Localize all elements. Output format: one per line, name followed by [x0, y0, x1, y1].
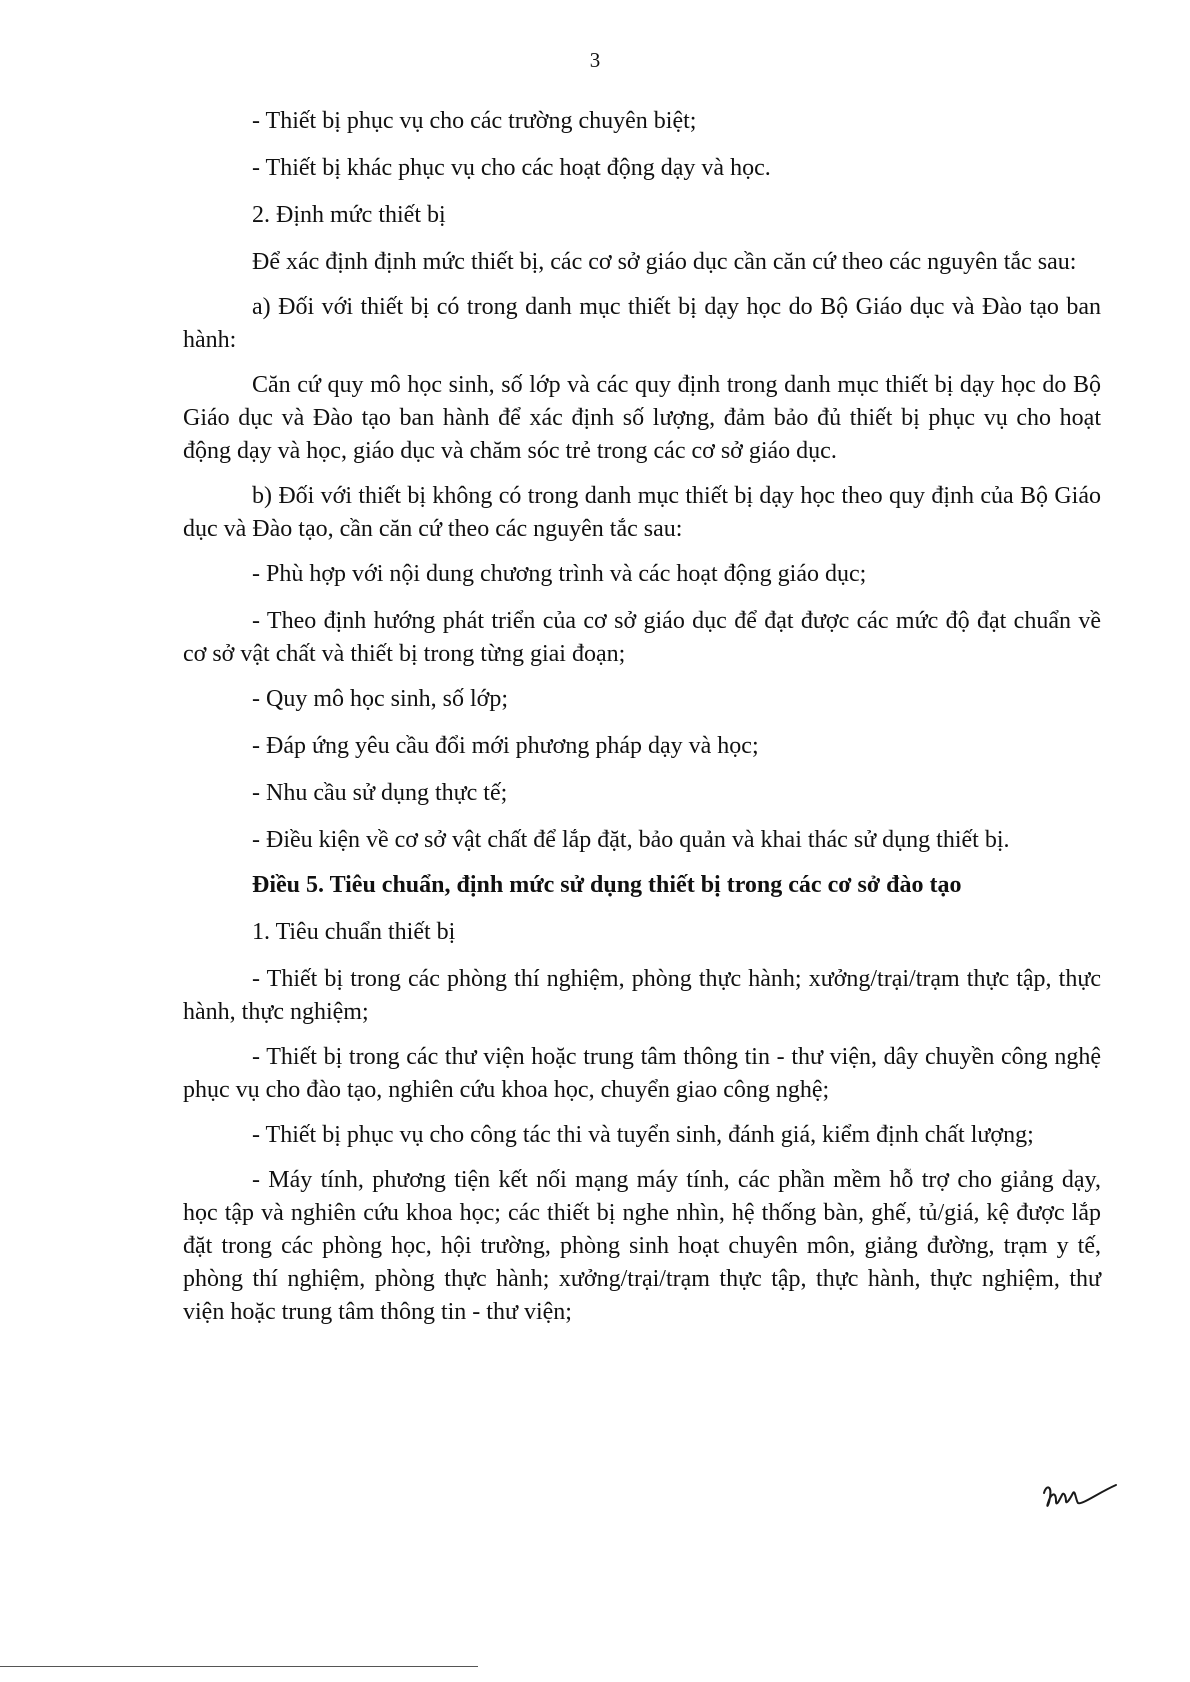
list-item: - Thiết bị phục vụ cho công tác thi và tuyển sinh, đánh giá, kiểm định chất lượng;: [252, 1122, 1034, 1148]
footer-divider: [0, 1666, 478, 1667]
document-body: [183, 105, 1101, 1343]
list-item: - Điều kiện về cơ sở vật chất để lắp đặt, bảo quản và khai thác sử dụng thiết bị.: [252, 827, 1010, 853]
paragraph: Để xác định định mức thiết bị, các cơ sở giáo dục cần căn cứ theo các nguyên tắc sau:: [252, 249, 1077, 275]
article-heading: Điều 5. Tiêu chuẩn, định mức sử dụng thiết bị trong các cơ sở đào tạo: [252, 872, 962, 898]
initial-signature: [1040, 1479, 1120, 1519]
list-item: - Đáp ứng yêu cầu đổi mới phương pháp dạy và học;: [252, 733, 759, 759]
paragraph: a) Đối với thiết bị có trong danh mục thiết bị dạy học do Bộ Giáo dục và Đào tạo ban hành:: [183, 294, 1101, 353]
list-item: - Máy tính, phương tiện kết nối mạng máy tính, các phần mềm hỗ trợ cho giảng dạy, học tập và nghiên cứu khoa học; các thiết bị nghe nhìn, hệ thống bàn, ghế, tủ/giá, kệ được lắp đặt trong các phòng học, hội trường, phòng sinh hoạt chuyên môn, giảng đường, trạm y tế, phòng thí nghiệm, phòng thực hành; xưởng/trại/trạm thực tập, thực hành, thực nghiệm, thư viện hoặc trung tâm thông tin - thư viện;: [183, 1167, 1101, 1325]
list-item: - Phù hợp với nội dung chương trình và các hoạt động giáo dục;: [252, 561, 867, 587]
list-item: - Theo định hướng phát triển của cơ sở giáo dục để đạt được các mức độ đạt chuẩn về cơ sở vật chất và thiết bị trong từng giai đoạn;: [183, 608, 1101, 667]
paragraph: - Thiết bị phục vụ cho các trường chuyên biệt;: [252, 108, 697, 134]
list-item: - Thiết bị trong các phòng thí nghiệm, phòng thực hành; xưởng/trại/trạm thực tập, thực hành, thực nghiệm;: [183, 966, 1101, 1025]
paragraph: - Thiết bị khác phục vụ cho các hoạt động dạy và học.: [252, 155, 771, 181]
paragraph: b) Đối với thiết bị không có trong danh mục thiết bị dạy học theo quy định của Bộ Giáo dục và Đào tạo, cần căn cứ theo các nguyên tắc sau:: [183, 483, 1101, 542]
list-item: - Quy mô học sinh, số lớp;: [252, 686, 509, 712]
page-number: 3: [589, 48, 601, 72]
section-subheading: 1. Tiêu chuẩn thiết bị: [252, 919, 456, 945]
list-item: - Thiết bị trong các thư viện hoặc trung tâm thông tin - thư viện, dây chuyền công nghệ phục vụ cho đào tạo, nghiên cứu khoa học, chuyển giao công nghệ;: [183, 1044, 1101, 1103]
list-item: - Nhu cầu sử dụng thực tế;: [252, 780, 508, 806]
section-subheading: 2. Định mức thiết bị: [252, 202, 446, 228]
paragraph: Căn cứ quy mô học sinh, số lớp và các quy định trong danh mục thiết bị dạy học do Bộ Giáo dục và Đào tạo ban hành để xác định số lượng, đảm bảo đủ thiết bị phục vụ cho hoạt động dạy và học, giáo dục và chăm sóc trẻ trong các cơ sở giáo dục.: [183, 372, 1101, 464]
